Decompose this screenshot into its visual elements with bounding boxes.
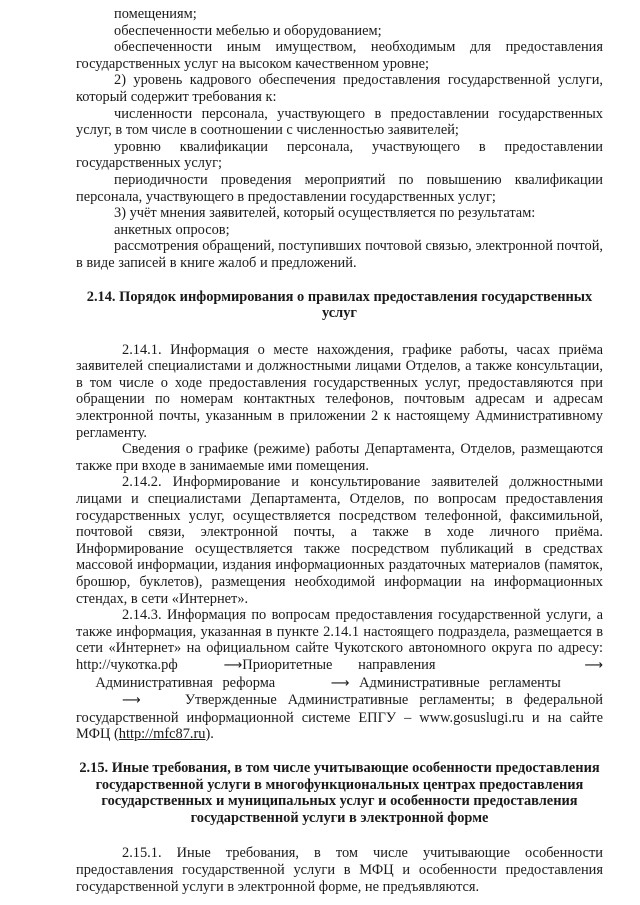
paragraph: помещениям; bbox=[114, 6, 197, 22]
heading-line: государственной услуги в электронной форме bbox=[190, 809, 489, 826]
heading-line: государственных и муниципальных услуг и особенности предоставления bbox=[101, 793, 578, 810]
paragraph: рассмотрения обращений, поступивших почтовой связью, электронной почтой, в виде записей в книге жалоб и предложений. bbox=[76, 238, 603, 271]
heading-line: услуг bbox=[322, 305, 357, 322]
paragraph-2-14-2: 2.14.2. Информирование и консультирование заявителей должностными лицами и специалистами Департамента, Отделов, по вопросам предоставления государственных услуг, осуществляется посредством телефонной, факсимильной, почтовой связи, электронной почты, а также в ходе личного приёма. Информирование осуществляется также посредством публикаций в средствах массовой информации, издания информационных раздаточных материалов (памяток, брошюр, буклетов), размещения необходимой информации на информационных стендах, в сети «Интернет». bbox=[76, 474, 603, 607]
section-heading-2-15 bbox=[76, 760, 603, 826]
paragraph: 3) учёт мнения заявителей, который осуществляется по результатам: bbox=[114, 205, 536, 222]
paragraph-2-15-1: 2.15.1. Иные требования, в том числе учитывающие особенности предоставления государственной услуги в МФЦ и особенности предоставления государственной услуги в электронной форме, не предъявляются. bbox=[76, 845, 603, 895]
paragraph: уровню квалификации персонала, участвующего в предоставлении государственных услуг; bbox=[76, 138, 603, 172]
text-run: Административные регламенты bbox=[359, 674, 561, 691]
section-heading-2-14 bbox=[76, 289, 603, 322]
text-run: Приоритетные направления bbox=[242, 656, 436, 673]
document-page bbox=[76, 6, 603, 895]
paragraph: численности персонала, участвующего в предоставлении государственных услуг, в том числе в соотношении с численностью заявителей; bbox=[76, 105, 603, 139]
mfc-link[interactable]: http://mfc87.ru bbox=[118, 726, 206, 743]
paragraph: периодичности проведения мероприятий по повышению квалификации персонала, участвующего в предоставлении государственных услуг; bbox=[76, 171, 603, 205]
text-run: ). bbox=[205, 726, 214, 743]
paragraph: анкетных опросов; bbox=[114, 221, 230, 238]
heading-line: 2.15. Иные требования, в том числе учитывающие особенности предоставления bbox=[79, 759, 600, 776]
text-run: Утвержденные Административные регламенты; в федеральной государственной информационной системе ЕПГУ – www.gosuslugi.ru и на сайте МФЦ ( bbox=[76, 692, 603, 743]
arrow-right-icon: ⟶ bbox=[122, 693, 141, 709]
paragraph-2-14-1: 2.14.1. Информация о месте нахождения, графике работы, часах приёма заявителей специалистами и должностными лицами Отделов, а также консультации, в том числе о ходе предоставления государственных услуг, предоставляются при обращении по номерам контактных телефонов, почтовым адресам и адресам электронной почты, указанным в приложении 2 к настоящему Административному регламенту. bbox=[76, 341, 603, 441]
arrow-right-icon: ⟶ bbox=[223, 657, 243, 673]
paragraph-2-14-3 bbox=[76, 607, 603, 743]
paragraph: обеспеченности иным имуществом, необходимым для предоставления государственных услуг на высоком качественном уровне; bbox=[76, 39, 603, 72]
paragraph: Сведения о графике (режиме) работы Департамента, Отделов, размещаются также при входе в занимаемые ими помещения. bbox=[76, 441, 603, 474]
text-run: Административная реформа bbox=[95, 674, 276, 691]
text-run: 2.14.3. Информация по вопросам предоставления государственной услуги, а также информация, указанная в пункте 2.14.1 настоящего подраздела, размещается в сети «Интернет» на официальном сайте Чукотского автономного округа по адресу: http://чукотка.рф bbox=[76, 607, 603, 673]
paragraph: обеспеченности мебелью и оборудованием; bbox=[114, 22, 382, 39]
heading-line: 2.14. Порядок информирования о правилах предоставления государственных bbox=[86, 288, 593, 305]
paragraph: 2) уровень кадрового обеспечения предоставления государственной услуги, который содержит требования к: bbox=[76, 72, 603, 105]
arrow-right-icon: ⟶ bbox=[584, 657, 603, 673]
arrow-right-icon: ⟶ bbox=[330, 675, 350, 691]
heading-line: государственной услуги в многофункциональных центрах предоставления bbox=[95, 776, 584, 793]
